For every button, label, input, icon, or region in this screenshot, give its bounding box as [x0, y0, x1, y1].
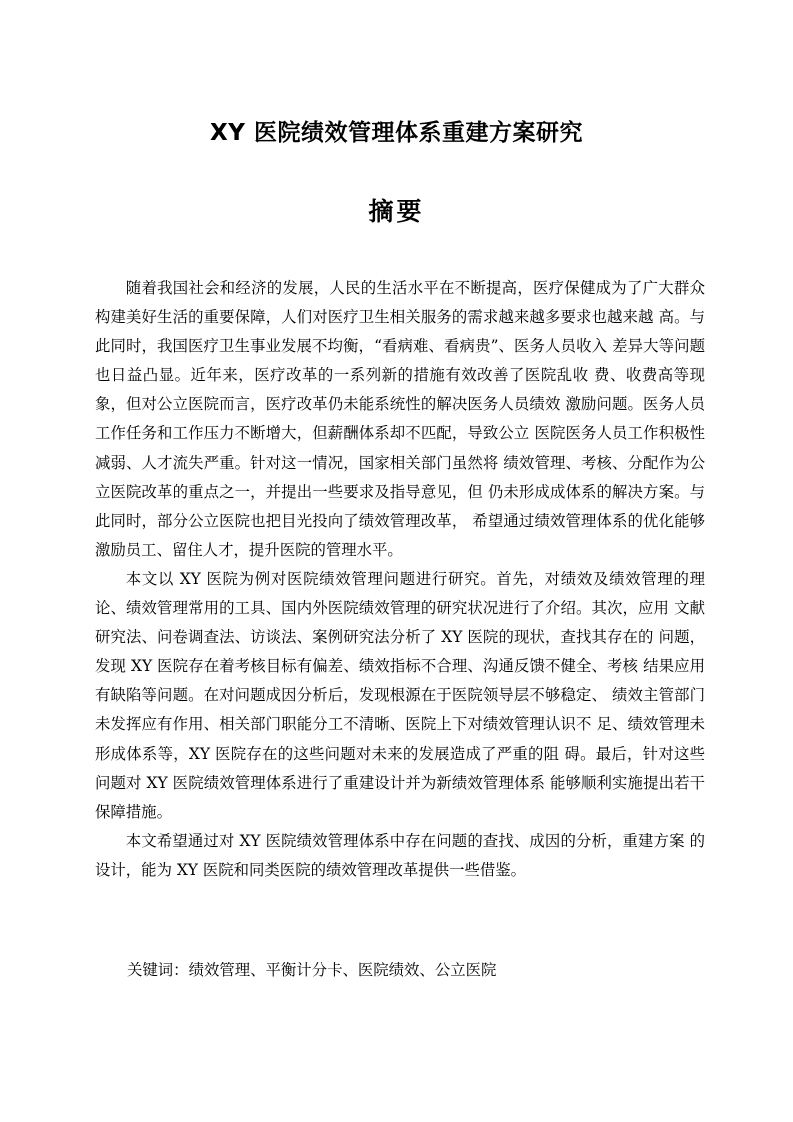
keywords-line: 关键词：绩效管理、平衡计分卡、医院绩效、公立医院: [127, 961, 497, 979]
abstract-body: [95, 274, 705, 885]
abstract-heading: 摘要: [368, 197, 425, 226]
abstract-paragraph-2: 本文以 XY 医院为例对医院绩效管理问题进行研究。首先，对绩效及绩效管理的理 论、绩效管理常用的工具、国内外医院绩效管理的研究状况进行了介绍。其次，应用 文献研究法、问卷调查法、访谈法、案例研究法分析了 XY 医院的现状，查找其存在的 问题，发现 XY 医院存在着考核目标有偏差、绩效指标不合理、沟通反馈不健全、考核 结果应用有缺陷等问题。在对问题成因分析后，发现根源在于医院领导层不够稳定、 绩效主管部门未发挥应有作用、相关部门职能分工不清晰、医院上下对绩效管理认识不 足、绩效管理未形成体系等，XY 医院存在的这些问题对未来的发展造成了严重的阻 碍。最后，针对这些问题对 XY 医院绩效管理体系进行了重建设计并为新绩效管理体系 能够顺利实施提出若干保障措施。: [95, 569, 705, 821]
paper-title: XY 医院绩效管理体系重建方案研究: [210, 120, 583, 146]
abstract-paragraph-3: 本文希望通过对 XY 医院绩效管理体系中存在问题的查找、成因的分析，重建方案 的设计，能为 XY 医院和同类医院的绩效管理改革提供一些借鉴。: [95, 831, 705, 879]
abstract-paragraph-1: 随着我国社会和经济的发展，人民的生活水平在不断提高，医疗保健成为了广大群众构建美好生活的重要保障，人们对医疗卫生相关服务的需求越来越多要求也越来越 高。与此同时，我国医疗卫生事业发展不均衡，“看病难、看病贵”、医务人员收入 差异大等问题也日益凸显。近年来，医疗改革的一系列新的措施有效改善了医院乱收 费、收费高等现象，但对公立医院而言，医疗改革仍未能系统性的解决医务人员绩效 激励问题。医务人员工作任务和工作压力不断增大，但薪酬体系却不匹配，导致公立 医院医务人员工作积极性减弱、人才流失严重。针对这一情况，国家相关部门虽然将 绩效管理、考核、分配作为公立医院改革的重点之一，并提出一些要求及指导意见，但 仍未形成成体系的解决方案。与此同时，部分公立医院也把目光投向了绩效管理改革， 希望通过绩效管理体系的优化能够激励员工、留住人才，提升医院的管理水平。: [95, 279, 705, 559]
